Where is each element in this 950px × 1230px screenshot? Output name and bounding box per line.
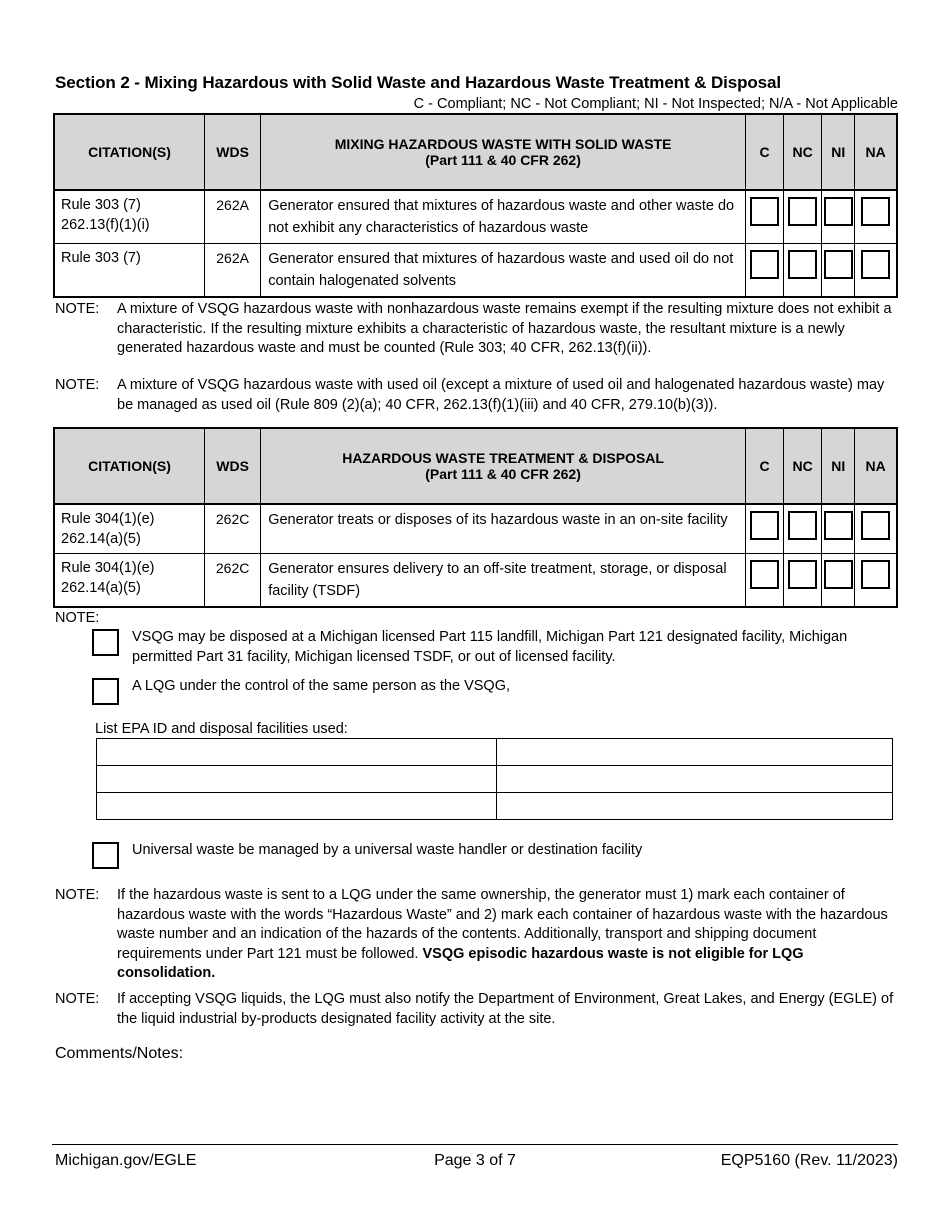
checkbox-not-compliant[interactable] <box>788 560 817 589</box>
treatment-disposal-table <box>53 427 898 608</box>
header-subject-line2: (Part 111 & 40 CFR 262) <box>425 466 581 482</box>
checkbox-cell-c[interactable] <box>745 244 783 298</box>
wds-cell: 262C <box>205 504 261 554</box>
checkbox-not-compliant[interactable] <box>788 250 817 279</box>
citation-line-2: 262.14(a)(5) <box>61 531 141 547</box>
note-text <box>117 886 900 984</box>
header-not-applicable: NA <box>855 114 897 190</box>
facility-name-cell[interactable] <box>497 739 893 766</box>
checkbox-cell-na[interactable] <box>855 504 897 554</box>
header-subject-line1: MIXING HAZARDOUS WASTE WITH SOLID WASTE <box>334 136 672 152</box>
facility-epa-id-cell[interactable] <box>97 793 497 820</box>
header-not-inspected: NI <box>822 114 855 190</box>
compliance-legend: C - Compliant; NC - Not Compliant; NI - Not Inspected; N/A - Not Applicable <box>413 96 898 112</box>
table-row[interactable] <box>97 739 893 766</box>
wds-cell: 262A <box>205 244 261 298</box>
checkbox-item-label: A LQG under the control of the same person as the VSQG, <box>132 678 511 694</box>
note-text-regular: If the hazardous waste is sent to a LQG under the same ownership, the generator must 1) mark each container of hazardous waste with the words “Hazardous Waste” and 2) mark each container of hazardous waste with the hazardous waste number and an indication of the hazards of the contents. Additionally, transport and shipping document requirements under Part 121 must be followed. <box>117 887 888 962</box>
checkbox-cell-na[interactable] <box>855 244 897 298</box>
checkbox-icon[interactable] <box>92 842 119 869</box>
table-header-row <box>54 428 897 504</box>
header-not-compliant: NC <box>784 428 822 504</box>
facilities-list-label: List EPA ID and disposal facilities used: <box>95 721 348 737</box>
requirement-description: Generator ensured that mixtures of hazardous waste and used oil do not contain halogenated solvents <box>261 244 746 298</box>
checkbox-compliant[interactable] <box>750 250 779 279</box>
table-header-row <box>54 114 897 190</box>
checkbox-compliant[interactable] <box>750 560 779 589</box>
header-subject <box>261 114 746 190</box>
table-row <box>54 504 897 554</box>
checkbox-cell-nc[interactable] <box>784 554 822 608</box>
citation-line-2: 262.13(f)(1)(i) <box>61 217 150 233</box>
checkbox-cell-ni[interactable] <box>822 190 855 244</box>
citation-line-1: Rule 303 (7) <box>61 197 141 213</box>
note-text: If accepting VSQG liquids, the LQG must also notify the Department of Environment, Great Lakes, and Energy (EGLE) of the liquid industrial by-products designated facility activity at the site. <box>117 991 894 1027</box>
table-row[interactable] <box>97 766 893 793</box>
table-row <box>54 190 897 244</box>
citation-cell <box>54 244 205 298</box>
requirement-description: Generator ensured that mixtures of hazardous waste and other waste do not exhibit any characteristics of hazardous waste <box>261 190 746 244</box>
checkbox-cell-ni[interactable] <box>822 504 855 554</box>
checkbox-not-applicable[interactable] <box>861 511 890 540</box>
citation-cell <box>54 504 205 554</box>
wds-cell: 262C <box>205 554 261 608</box>
footer-divider <box>52 1144 898 1145</box>
header-compliant: C <box>745 428 783 504</box>
table-row[interactable] <box>97 793 893 820</box>
checkbox-not-inspected[interactable] <box>824 197 853 226</box>
header-subject <box>261 428 746 504</box>
header-subject-line1: HAZARDOUS WASTE TREATMENT & DISPOSAL <box>342 450 664 466</box>
citation-line-1: Rule 304(1)(e) <box>61 560 155 576</box>
header-wds: WDS <box>205 428 261 504</box>
checkbox-not-inspected[interactable] <box>824 560 853 589</box>
checkbox-cell-ni[interactable] <box>822 244 855 298</box>
citation-line-2: 262.14(a)(5) <box>61 580 141 596</box>
citation-line-1: Rule 303 (7) <box>61 250 141 266</box>
checkbox-cell-c[interactable] <box>745 504 783 554</box>
requirement-description: Generator ensures delivery to an off-site treatment, storage, or disposal facility (TSDF) <box>261 554 746 608</box>
checkbox-icon[interactable] <box>92 678 119 705</box>
facility-epa-id-cell[interactable] <box>97 739 497 766</box>
checkbox-not-compliant[interactable] <box>788 511 817 540</box>
table-row <box>54 244 897 298</box>
footer-page-number: Page 3 of 7 <box>434 1152 516 1169</box>
citation-cell <box>54 190 205 244</box>
facility-name-cell[interactable] <box>497 766 893 793</box>
citation-cell <box>54 554 205 608</box>
table-row <box>54 554 897 608</box>
epa-id-facilities-table[interactable] <box>96 738 893 820</box>
footer-form-id: EQP5160 (Rev. 11/2023) <box>720 1152 898 1169</box>
checkbox-cell-na[interactable] <box>855 190 897 244</box>
header-compliant: C <box>745 114 783 190</box>
note-label: NOTE: <box>55 301 100 317</box>
comments-notes-label: Comments/Notes: <box>55 1045 184 1062</box>
header-citations: CITATION(S) <box>54 114 205 190</box>
mixing-hazardous-waste-table <box>53 113 898 298</box>
facility-epa-id-cell[interactable] <box>97 766 497 793</box>
requirement-description: Generator treats or disposes of its hazardous waste in an on-site facility <box>261 504 746 554</box>
checkbox-item-universal-waste[interactable] <box>92 841 897 861</box>
checkbox-not-applicable[interactable] <box>861 250 890 279</box>
note-label: NOTE: <box>55 991 100 1007</box>
header-not-compliant: NC <box>784 114 822 190</box>
page-footer <box>52 1152 898 1176</box>
checkbox-item-vsqg-disposal[interactable] <box>92 628 897 667</box>
checkbox-icon[interactable] <box>92 629 119 656</box>
wds-cell: 262A <box>205 190 261 244</box>
header-not-applicable: NA <box>855 428 897 504</box>
checkbox-cell-c[interactable] <box>745 190 783 244</box>
citation-line-1: Rule 304(1)(e) <box>61 511 155 527</box>
checkbox-cell-c[interactable] <box>745 554 783 608</box>
note-mixture-used-oil <box>55 376 900 415</box>
note-checkbox-label: NOTE: <box>55 610 100 626</box>
checkbox-cell-nc[interactable] <box>784 244 822 298</box>
facility-name-cell[interactable] <box>497 793 893 820</box>
checkbox-item-lqg-same-person[interactable] <box>92 677 897 697</box>
checkbox-not-applicable[interactable] <box>861 197 890 226</box>
checkbox-item-label: Universal waste be managed by a universal waste handler or destination facility <box>132 842 643 858</box>
note-text: A mixture of VSQG hazardous waste with nonhazardous waste remains exempt if the resulting mixture does not exhibit a characteristic. If the resulting mixture exhibits a characteristic of hazardous waste, the resultant mixture is a newly generated hazardous waste and must be counted (Rule 303; 40 CFR, 262.13(f)(ii)). <box>117 301 892 356</box>
footer-agency-url: Michigan.gov/EGLE <box>55 1152 197 1169</box>
header-wds: WDS <box>205 114 261 190</box>
checkbox-not-compliant[interactable] <box>788 197 817 226</box>
checkbox-cell-nc[interactable] <box>784 504 822 554</box>
checkbox-not-inspected[interactable] <box>824 511 853 540</box>
checkbox-compliant[interactable] <box>750 511 779 540</box>
checkbox-cell-ni[interactable] <box>822 554 855 608</box>
checkbox-not-applicable[interactable] <box>861 560 890 589</box>
note-label: NOTE: <box>55 887 100 903</box>
checkbox-item-label: VSQG may be disposed at a Michigan licensed Part 115 landfill, Michigan Part 121 designated facility, Michigan permitted Part 31 facility, Michigan licensed TSDF, or out of licensed facility. <box>132 629 848 665</box>
note-vsqg-liquids <box>55 990 900 1029</box>
checkbox-cell-nc[interactable] <box>784 190 822 244</box>
header-citations: CITATION(S) <box>54 428 205 504</box>
header-not-inspected: NI <box>822 428 855 504</box>
checkbox-compliant[interactable] <box>750 197 779 226</box>
header-subject-line2: (Part 111 & 40 CFR 262) <box>425 152 581 168</box>
note-mixture-nonhazardous <box>55 300 900 359</box>
note-text-bold: VSQG episodic hazardous waste is not eligible for LQG consolidation. <box>117 945 804 981</box>
note-text: A mixture of VSQG hazardous waste with used oil (except a mixture of used oil and halogenated hazardous waste) may be managed as used oil (Rule 809 (2)(a); 40 CFR, 262.13(f)(1)(iii) and 40 CFR, 279.10(b)(3)). <box>117 377 885 413</box>
note-label: NOTE: <box>55 377 100 393</box>
note-lqg-consolidation <box>55 886 900 984</box>
checkbox-cell-na[interactable] <box>855 554 897 608</box>
checkbox-not-inspected[interactable] <box>824 250 853 279</box>
section-title: Section 2 - Mixing Hazardous with Solid Waste and Hazardous Waste Treatment & Disposal <box>55 73 781 92</box>
